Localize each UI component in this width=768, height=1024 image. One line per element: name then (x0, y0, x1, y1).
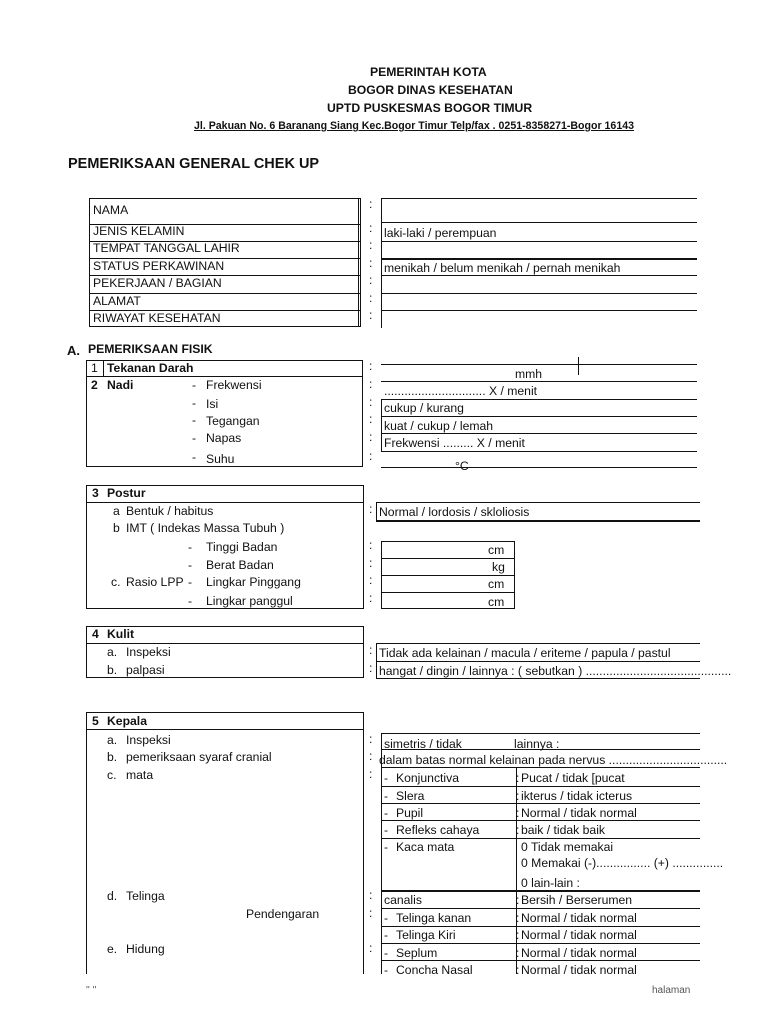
label-nadi: Nadi (107, 378, 134, 392)
colon: : (516, 963, 520, 977)
answer-line (381, 467, 697, 468)
dash: - (384, 928, 389, 942)
colon: : (369, 643, 373, 657)
answer-line (376, 678, 700, 679)
colon: : (369, 573, 373, 587)
unit-cm: cm (488, 577, 505, 591)
unit-mmh: mmh (515, 367, 543, 381)
answer-line (376, 520, 700, 522)
value-refleks-cahaya: baik / tidak baik (521, 823, 606, 837)
answer-line (381, 451, 697, 452)
value-frekwensi: .............................. X / menit (384, 384, 538, 398)
answer-line (376, 643, 700, 644)
label-palpasi: palpasi (126, 663, 165, 677)
answer-line (381, 241, 697, 242)
column-divider (358, 198, 359, 327)
colon: : (369, 732, 373, 746)
label-tempat-tanggal-lahir: TEMPAT TANGGAL LAHIR (93, 241, 240, 255)
value-bentuk-habitus: Normal / lordosis / skloliosis (379, 505, 530, 519)
row-divider (381, 558, 515, 559)
unit-cm: cm (488, 595, 505, 609)
colon: : (516, 893, 520, 907)
answer-column-edge (381, 733, 382, 974)
label-slera: Slera (396, 789, 425, 803)
colon: : (369, 767, 373, 781)
colon: : (369, 273, 373, 287)
value-konjunctiva: Pucat / tidak [pucat (521, 771, 625, 785)
row-divider (381, 592, 515, 593)
colon: : (516, 823, 520, 837)
vital-number-2: 2 (91, 378, 98, 392)
value-concha-nasal: Normal / tidak normal (521, 963, 637, 977)
answer-line (381, 767, 700, 768)
unit-kg: kg (492, 560, 505, 574)
label-status-perkawinan: STATUS PERKAWINAN (93, 259, 225, 273)
answer-line (381, 198, 697, 199)
value-isi: cukup / kurang (384, 401, 464, 415)
item-letter: b. (107, 663, 118, 677)
answer-line (381, 926, 700, 927)
colon: : (516, 789, 520, 803)
colon: : (369, 941, 373, 955)
label-kaca-mata: Kaca mata (396, 840, 455, 854)
value-canalis: Bersih / Berserumen (521, 893, 633, 907)
postur-number: 3 (92, 486, 99, 500)
kepala-title: Kepala (107, 714, 147, 728)
colon: : (369, 556, 373, 570)
unit-cm: cm (488, 543, 505, 557)
text-cursor (578, 357, 579, 375)
footer-left: '' '' (86, 985, 97, 996)
row-divider (86, 502, 364, 503)
answer-line (381, 310, 697, 311)
value-kaca-mata-memakai: 0 Memakai (-)................ (+) ............... (521, 856, 724, 870)
label-tekanan-darah: Tekanan Darah (107, 361, 194, 375)
dash: - (384, 789, 389, 803)
label-hidung: Hidung (126, 942, 165, 956)
colon: : (369, 377, 373, 391)
item-letter: a. (107, 645, 118, 659)
answer-line (381, 960, 700, 961)
colon: : (369, 449, 373, 463)
item-letter: b (113, 521, 120, 535)
value-napas: Frekwensi ......... X / menit (384, 436, 525, 450)
row-divider (86, 643, 364, 644)
value-jenis-kelamin: laki-laki / perempuan (384, 226, 497, 240)
answer-line (381, 293, 697, 294)
value-tegangan: kuat / cukup / lemah (384, 419, 494, 433)
colon: : (369, 906, 373, 920)
item-letter: b. (107, 750, 118, 764)
dash: - (192, 431, 197, 445)
label-telinga: Telinga (126, 889, 165, 903)
colon: : (369, 538, 373, 552)
header-line-1: PEMERINTAH KOTA (370, 65, 487, 79)
answer-line (381, 786, 700, 787)
label-mata: mata (126, 768, 154, 782)
dash: - (384, 823, 389, 837)
dash: - (188, 575, 193, 589)
colon: : (369, 430, 373, 444)
colon: : (369, 291, 373, 305)
label-isi: Isi (206, 397, 219, 411)
label-rasio-lpp: Rasio LPP (126, 575, 184, 589)
item-letter: d. (107, 889, 118, 903)
row-divider (86, 376, 363, 377)
label-riwayat-kesehatan: RIWAYAT KESEHATAN (93, 311, 221, 325)
answer-line (381, 890, 700, 892)
value-kaca-mata-tidak: 0 Tidak memakai (521, 840, 614, 854)
label-berat-badan: Berat Badan (206, 558, 274, 572)
dash: - (188, 540, 193, 554)
colon: : (369, 308, 373, 322)
answer-column-edge (376, 502, 377, 520)
value-kulit-inspeksi: Tidak ada kelainan / macula / eriteme / papula / pastul (379, 646, 671, 660)
value-syaraf-cranial: dalam batas normal kelainan pada nervus ................................... (379, 753, 728, 767)
answer-line (381, 399, 697, 400)
answer-line (376, 661, 700, 662)
unit-celsius: °C (455, 459, 469, 473)
kepala-right-edge (363, 730, 364, 974)
answer-line (381, 803, 700, 804)
colon: : (369, 412, 373, 426)
dash: - (384, 806, 389, 820)
dash: - (192, 413, 197, 427)
label-suhu: Suhu (206, 452, 235, 466)
label-lingkar-pinggang: Lingkar Pinggang (206, 575, 301, 589)
value-kepala-lainnya: lainnya : (514, 737, 560, 751)
colon: : (369, 359, 373, 373)
value-pupil: Normal / tidak normal (521, 806, 637, 820)
colon: : (369, 749, 373, 763)
answer-column-edge (381, 399, 382, 451)
label-kepala-inspeksi: Inspeksi (126, 733, 171, 747)
answer-line (376, 502, 700, 503)
label-seplum: Seplum (396, 946, 438, 960)
colon: : (516, 946, 520, 960)
answer-line (381, 364, 697, 365)
answer-line (381, 416, 697, 417)
item-letter: c. (111, 575, 121, 589)
value-kulit-palpasi: hangat / dingin / lainnya : ( sebutkan ) ........................................... (379, 664, 732, 678)
dash: - (384, 911, 389, 925)
dash: - (384, 946, 389, 960)
header-address: Jl. Pakuan No. 6 Baranang Siang Kec.Bogor Timur Telp/fax . 0251-8358271-Bogor 16143 (194, 120, 634, 132)
answer-line (381, 433, 697, 434)
colon: : (369, 197, 373, 211)
answer-line (381, 943, 700, 944)
label-inspeksi: Inspeksi (126, 645, 171, 659)
label-jenis-kelamin: JENIS KELAMIN (93, 224, 185, 238)
colon: : (369, 221, 373, 235)
answer-line (381, 258, 697, 260)
label-syaraf-cranial: pemeriksaan syaraf cranial (126, 750, 272, 764)
label-tegangan: Tegangan (206, 414, 260, 428)
label-pekerjaan: PEKERJAAN / BAGIAN (93, 276, 222, 290)
item-letter: a (113, 504, 120, 518)
dash: - (384, 840, 389, 854)
footer-page-label: halaman (652, 985, 691, 996)
value-seplum: Normal / tidak normal (521, 946, 637, 960)
label-canalis: canalis (384, 893, 422, 907)
label-telinga-kiri: Telinga Kiri (396, 928, 456, 942)
kulit-title: Kulit (107, 627, 135, 641)
label-telinga-kanan: Telinga kanan (396, 911, 472, 925)
vital-number-1: 1 (91, 361, 98, 375)
answer-column-edge (376, 643, 377, 678)
item-letter: e. (107, 942, 118, 956)
column-divider (103, 360, 104, 376)
dash: - (192, 378, 197, 392)
label-pendengaran: Pendengaran (246, 907, 320, 921)
colon: : (516, 911, 520, 925)
dash: - (188, 594, 193, 608)
header-line-2: BOGOR DINAS KESEHATAN (348, 83, 513, 97)
colon: : (369, 661, 373, 675)
row-divider (381, 575, 515, 576)
section-a-title: PEMERIKSAAN FISIK (88, 342, 213, 356)
value-telinga-kiri: Normal / tidak normal (521, 928, 637, 942)
colon: : (369, 591, 373, 605)
label-alamat: ALAMAT (93, 294, 141, 308)
dash: - (192, 396, 197, 410)
label-frekwensi: Frekwensi (206, 378, 262, 392)
colon: : (516, 771, 520, 785)
dash: - (192, 450, 197, 464)
colon: : (516, 806, 520, 820)
colon: : (369, 888, 373, 902)
postur-title: Postur (107, 486, 146, 500)
answer-line (381, 381, 697, 382)
label-nama: NAMA (93, 203, 129, 217)
kepala-number: 5 (92, 714, 99, 728)
value-kepala-inspeksi: simetris / tidak (384, 737, 462, 751)
dash: - (188, 558, 193, 572)
dash: - (384, 771, 389, 785)
colon: : (516, 928, 520, 942)
answer-column-edge (381, 198, 382, 328)
answer-line (381, 275, 697, 276)
label-concha-nasal: Concha Nasal (396, 963, 473, 977)
header-line-3: UPTD PUSKESMAS BOGOR TIMUR (327, 101, 533, 115)
colon: : (369, 256, 373, 270)
section-a-letter: A. (67, 343, 80, 358)
label-konjunctiva: Konjunctiva (396, 771, 460, 785)
item-letter: c. (107, 768, 117, 782)
answer-line (381, 820, 700, 821)
colon: : (369, 238, 373, 252)
kulit-number: 4 (92, 627, 99, 641)
kepala-left-edge (86, 730, 87, 974)
answer-line (381, 838, 700, 839)
value-kaca-mata-lain: 0 lain-lain : (521, 876, 580, 890)
dash: - (384, 963, 389, 977)
label-refleks-cahaya: Refleks cahaya (396, 823, 480, 837)
answer-line (381, 908, 700, 909)
document-title: PEMERIKSAAN GENERAL CHEK UP (68, 156, 320, 172)
value-telinga-kanan: Normal / tidak normal (521, 911, 637, 925)
value-slera: ikterus / tidak icterus (521, 789, 633, 803)
value-status-perkawinan: menikah / belum menikah / pernah menikah (384, 261, 621, 275)
colon: : (369, 395, 373, 409)
answer-line (381, 733, 700, 734)
colon: : (369, 502, 373, 516)
label-lingkar-panggul: Lingkar panggul (206, 594, 293, 608)
label-tinggi-badan: Tinggi Badan (206, 540, 278, 554)
label-pupil: Pupil (396, 806, 424, 820)
answer-line (381, 222, 697, 223)
item-letter: a. (107, 733, 118, 747)
label-bentuk-habitus: Bentuk / habitus (126, 504, 214, 518)
label-napas: Napas (206, 431, 242, 445)
label-imt: IMT ( Indekas Massa Tubuh ) (126, 521, 285, 535)
